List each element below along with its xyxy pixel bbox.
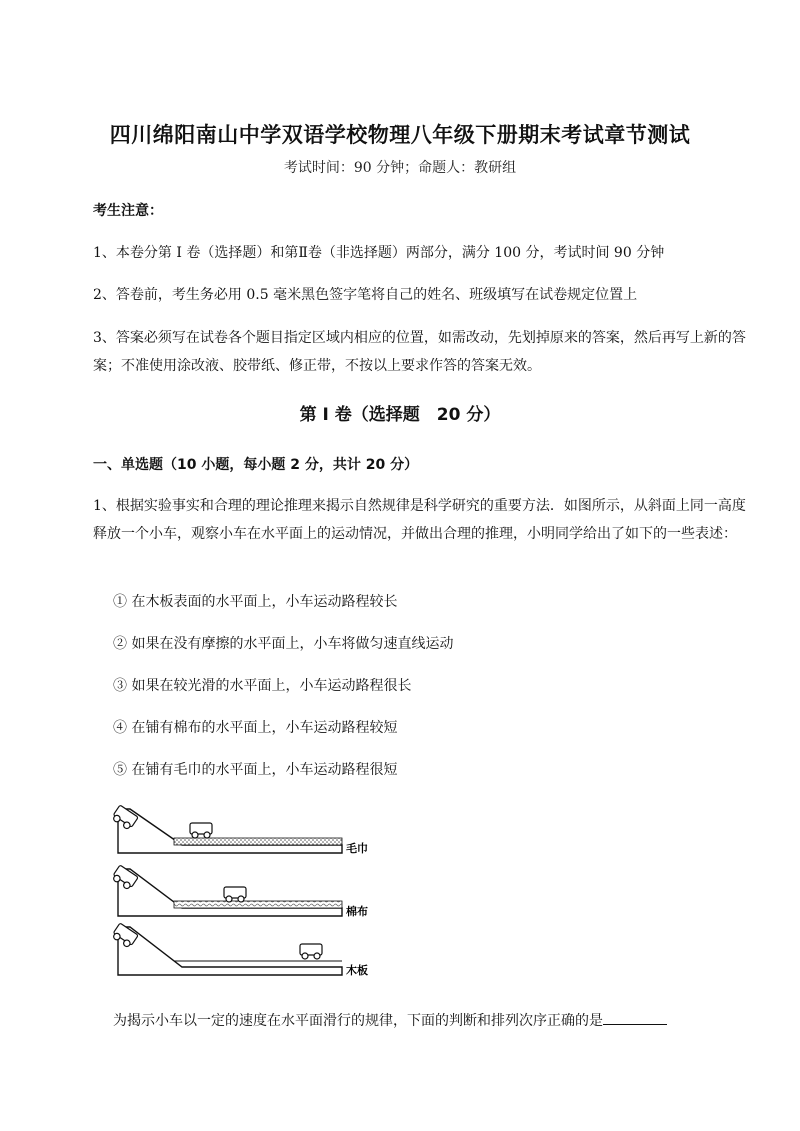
label-cotton: 棉布 bbox=[346, 905, 368, 918]
option-5: ⑤ 在铺有毛巾的水平面上，小车运动路程很短 bbox=[113, 762, 398, 778]
option-4: ④ 在铺有棉布的水平面上，小车运动路程较短 bbox=[113, 720, 398, 736]
option-2: ② 如果在没有摩擦的水平面上，小车将做匀速直线运动 bbox=[113, 636, 454, 652]
question-prompt bbox=[113, 1010, 667, 1032]
ramp-cotton bbox=[112, 865, 342, 916]
label-wood: 木板 bbox=[346, 964, 368, 977]
option-3: ③ 如果在较光滑的水平面上，小车运动路程很长 bbox=[113, 678, 412, 694]
note-item-1: 1、本卷分第 I 卷（选择题）和第Ⅱ卷（非选择题）两部分，满分 100 分，考试时间 90 分钟 bbox=[93, 245, 665, 261]
exam-subtitle: 考试时间：90 分钟；命题人：教研组 bbox=[283, 160, 517, 176]
section-title: 第 I 卷（选择题 20 分） bbox=[299, 405, 501, 425]
part-heading: 一、单选题（10 小题，每小题 2 分，共计 20 分） bbox=[93, 457, 419, 473]
question-prompt-text: 为揭示小车以一定的速度在水平面滑行的规律，下面的判断和排列次序正确的是 bbox=[113, 1013, 603, 1029]
note-item-3: 3、答案必须写在试卷各个题目指定区域内相应的位置，如需改动，先划掉原来的答案，然后再写上新的答案；不准使用涂改液、胶带纸、修正带，不按以上要求作答的答案无效。 bbox=[93, 330, 746, 374]
option-1: ① 在木板表面的水平面上，小车运动路程较长 bbox=[113, 594, 398, 610]
exam-title: 四川绵阳南山中学双语学校物理八年级下册期末考试章节测试 bbox=[109, 123, 691, 147]
notes-heading: 考生注意： bbox=[93, 203, 163, 219]
ramp-experiment-figure bbox=[112, 803, 380, 983]
answer-blank[interactable] bbox=[603, 1010, 667, 1025]
question-stem: 1、根据实验事实和合理的理论推理来揭示自然规律是科学研究的重要方法．如图所示，从斜面上同一高度释放一个小车，观察小车在水平面上的运动情况，并做出合理的推理，小明同学给出了如下的一些表述： bbox=[93, 498, 746, 542]
ramp-wood bbox=[112, 923, 342, 975]
note-item-2: 2、答卷前，考生务必用 0.5 毫米黑色签字笔将自己的姓名、班级填写在试卷规定位置上 bbox=[93, 287, 638, 303]
label-towel: 毛巾 bbox=[346, 842, 368, 855]
ramp-towel bbox=[112, 805, 342, 853]
